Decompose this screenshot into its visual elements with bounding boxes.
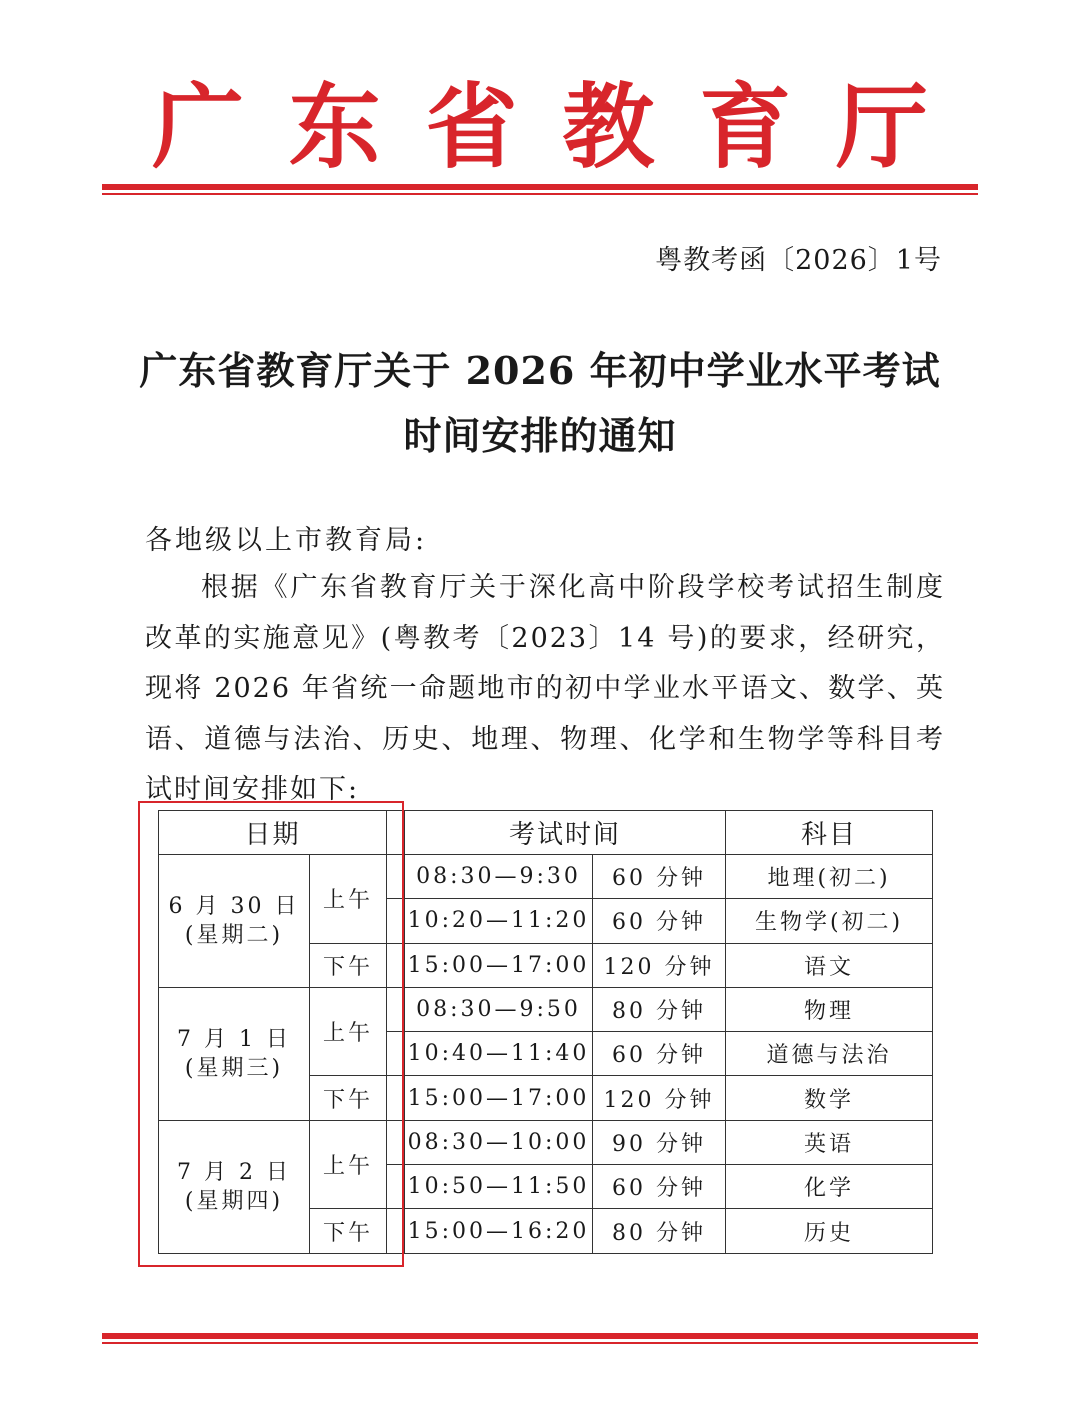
subject-cell: 地理(初二) [726,855,933,899]
header-subject: 科目 [726,811,933,855]
masthead-char: 广 [152,74,245,181]
title-line-1: 广东省教育厅关于 2026 年初中学业水平考试 [139,348,941,393]
duration-cell: 60 分钟 [593,1032,726,1076]
subject-cell: 历史 [726,1209,933,1253]
duration-cell: 120 分钟 [593,1076,726,1120]
time-cell: 10:20—11:20 [405,899,593,943]
subject-cell: 道德与法治 [726,1032,933,1076]
time-cell: 10:40—11:40 [405,1032,593,1076]
date-column-highlight [138,801,404,1267]
period-label: 上午 [310,855,387,944]
time-cell: 10:50—11:50 [405,1165,593,1209]
period-label: 上午 [310,987,387,1076]
header-date: 日期 [159,811,387,855]
subject-cell: 物理 [726,987,933,1031]
period-label: 上午 [310,1120,387,1209]
salutation: 各地级以上市教育局: [145,525,428,556]
date-label: 6 月 30 日 [168,893,300,919]
period-label: 下午 [310,943,387,987]
duration-cell: 60 分钟 [593,1165,726,1209]
time-cell: 08:30—9:50 [405,987,593,1031]
masthead-char: 厅 [835,74,928,181]
header-exam-time: 考试时间 [405,811,726,855]
subject-cell: 化学 [726,1165,933,1209]
footer-thick-rule [102,1333,978,1339]
date-label: 7 月 1 日 [177,1026,291,1052]
time-cell: 08:30—10:00 [405,1120,593,1164]
masthead [100,74,980,181]
duration-cell: 90 分钟 [593,1120,726,1164]
duration-cell: 120 分钟 [593,943,726,987]
duration-cell: 80 分钟 [593,1209,726,1253]
document-number: 粤教考函〔2026〕1号 [655,245,942,276]
period-label: 下午 [310,1209,387,1253]
weekday-label: (星期三) [184,1055,284,1081]
header-thin-rule [102,193,978,195]
title-line-2: 时间安排的通知 [403,413,677,458]
weekday-label: (星期四) [184,1188,284,1214]
time-cell: 15:00—17:00 [405,1076,593,1120]
time-cell: 15:00—17:00 [405,943,593,987]
subject-cell: 数学 [726,1076,933,1120]
duration-cell: 60 分钟 [593,899,726,943]
masthead-char: 育 [699,74,792,181]
weekday-label: (星期二) [184,922,284,948]
time-cell: 15:00—16:20 [405,1209,593,1253]
period-label: 下午 [310,1076,387,1120]
body-paragraph: 根据《广东省教育厅关于深化高中阶段学校考试招生制度改革的实施意见》(粤教考〔2023〕14 号)的要求，经研究，现将 2026 年省统一命题地市的初中学业水平语文、数学、英语、道德与法治、历史、地理、物理、化学和生物学等科目考试时间安排如下: [145,572,945,805]
time-cell: 08:30—9:30 [405,855,593,899]
subject-cell: 英语 [726,1120,933,1164]
masthead-char: 省 [425,74,518,181]
masthead-char: 东 [288,74,381,181]
footer-thin-rule [102,1342,978,1344]
date-label: 7 月 2 日 [177,1159,291,1185]
masthead-char: 教 [562,74,655,181]
subject-cell: 语文 [726,943,933,987]
duration-cell: 80 分钟 [593,987,726,1031]
header-thick-rule [102,184,978,190]
subject-cell: 生物学(初二) [726,899,933,943]
duration-cell: 60 分钟 [593,855,726,899]
